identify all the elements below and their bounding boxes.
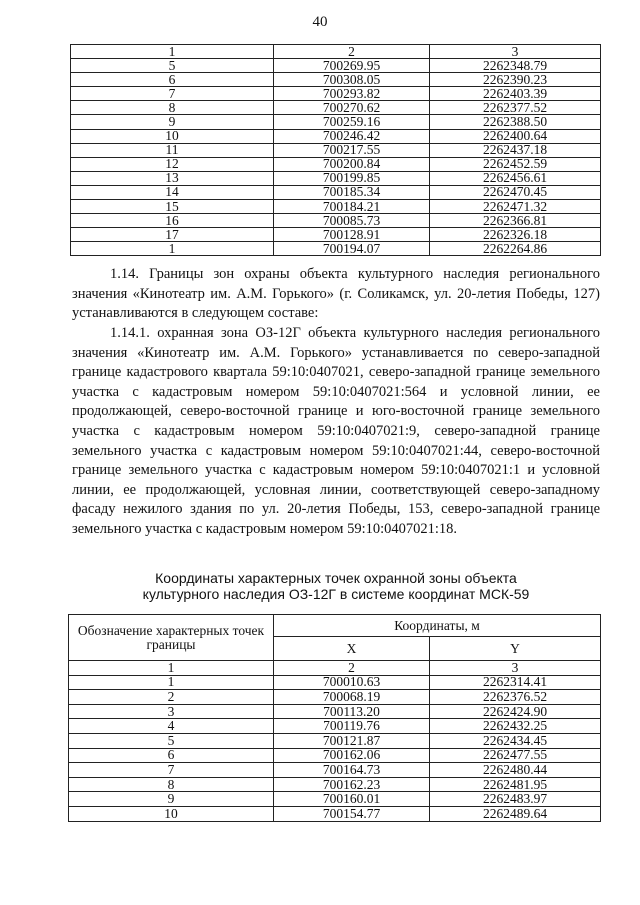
section-1-14-1-text: 1.14.1. охранная зона ОЗ-12Г объекта культурного наследия регионального значения «Кинотеатр им. А.М. Горького» устанавливается по северо-западной границе кадастрового квартала 59:10:0407021, северо-западной границе земельного участка с кадастровым номером 59:10:0407021:564 и условной линии, ее продолжающей, северо-восточной границе и юго-восточной границе земельного участка с кадастровым номером 59:10:0407021:9, северо-западной границе земельного участка с кадастровым номером 59:10:0407021:44, северо-восточной границе земельного участка с кадастровым номером 59:10:0407021:1 и условной линии, ее продолжающей, условная линии, соответствующей северо-западному фасаду нежилого здания по ул. 20-летия Победы, 153, северо-западной границе земельного участка с кадастровым номером 59:10:0407021:18. <box>72 325 600 537</box>
column-number-cell: 3 <box>430 45 601 59</box>
caption-line-2: культурного наследия ОЗ-12Г в системе координат МСК-59 <box>142 586 530 602</box>
y-coordinate-cell: 2262390.23 <box>430 73 601 87</box>
table-row <box>69 777 601 792</box>
protected-zone-table-body <box>69 615 601 822</box>
y-coordinate-cell: 2262452.59 <box>430 157 601 171</box>
y-coordinate-cell: 2262481.95 <box>430 777 601 792</box>
point-number-cell: 9 <box>69 792 274 807</box>
table-row <box>71 171 601 185</box>
x-coordinate-cell: 700160.01 <box>274 792 430 807</box>
column-number-cell: 1 <box>69 661 274 676</box>
table-row <box>71 115 601 129</box>
table-row <box>71 214 601 228</box>
table-row <box>71 143 601 157</box>
column-number-cell: 3 <box>430 661 601 676</box>
column-number-cell: 2 <box>274 45 430 59</box>
point-number-cell: 9 <box>71 115 274 129</box>
y-coordinate-cell: 2262377.52 <box>430 101 601 115</box>
x-coordinate-cell: 700194.07 <box>274 242 430 256</box>
table-row <box>69 733 601 748</box>
point-number-cell: 16 <box>71 214 274 228</box>
table-row <box>69 792 601 807</box>
x-coordinate-cell: 700200.84 <box>274 157 430 171</box>
x-coordinate-cell: 700246.42 <box>274 129 430 143</box>
protected-zone-coordinates-table <box>68 614 601 822</box>
point-number-cell: 6 <box>71 73 274 87</box>
header-y: Y <box>430 637 601 661</box>
table-row <box>69 675 601 690</box>
x-coordinate-cell: 700010.63 <box>274 675 430 690</box>
table-row <box>69 704 601 719</box>
y-coordinate-cell: 2262403.39 <box>430 87 601 101</box>
table-row <box>71 157 601 171</box>
point-number-cell: 5 <box>71 59 274 73</box>
y-coordinate-cell: 2262348.79 <box>430 59 601 73</box>
table-row <box>71 87 601 101</box>
table-row <box>69 806 601 821</box>
point-number-cell: 3 <box>69 704 274 719</box>
point-number-cell: 13 <box>71 171 274 185</box>
column-number-cell: 1 <box>71 45 274 59</box>
point-number-cell: 12 <box>71 157 274 171</box>
table-row <box>71 101 601 115</box>
coordinates-table-body <box>71 45 601 256</box>
y-coordinate-cell: 2262400.64 <box>430 129 601 143</box>
y-coordinate-cell: 2262434.45 <box>430 733 601 748</box>
y-coordinate-cell: 2262432.25 <box>430 719 601 734</box>
point-number-cell: 10 <box>69 806 274 821</box>
table-header-row <box>69 615 601 637</box>
x-coordinate-cell: 700162.23 <box>274 777 430 792</box>
x-coordinate-cell: 700269.95 <box>274 59 430 73</box>
x-coordinate-cell: 700121.87 <box>274 733 430 748</box>
x-coordinate-cell: 700113.20 <box>274 704 430 719</box>
point-number-cell: 7 <box>71 87 274 101</box>
column-number-cell: 2 <box>274 661 430 676</box>
x-coordinate-cell: 700068.19 <box>274 690 430 705</box>
page-number: 40 <box>312 14 328 30</box>
point-number-cell: 6 <box>69 748 274 763</box>
x-coordinate-cell: 700085.73 <box>274 214 430 228</box>
table-row <box>71 185 601 199</box>
table-row <box>69 763 601 778</box>
column-number-row <box>69 661 601 676</box>
point-number-cell: 15 <box>71 200 274 214</box>
table-row <box>71 200 601 214</box>
point-number-cell: 1 <box>69 675 274 690</box>
x-coordinate-cell: 700184.21 <box>274 200 430 214</box>
point-number-cell: 5 <box>69 733 274 748</box>
x-coordinate-cell: 700154.77 <box>274 806 430 821</box>
point-number-cell: 17 <box>71 228 274 242</box>
x-coordinate-cell: 700259.16 <box>274 115 430 129</box>
y-coordinate-cell: 2262470.45 <box>430 185 601 199</box>
table-row <box>71 242 601 256</box>
section-1-14-1 <box>72 324 600 540</box>
header-coordinates: Координаты, м <box>274 615 601 637</box>
point-number-cell: 7 <box>69 763 274 778</box>
y-coordinate-cell: 2262489.64 <box>430 806 601 821</box>
y-coordinate-cell: 2262477.55 <box>430 748 601 763</box>
x-coordinate-cell: 700164.73 <box>274 763 430 778</box>
y-coordinate-cell: 2262437.18 <box>430 143 601 157</box>
point-number-cell: 11 <box>71 143 274 157</box>
y-coordinate-cell: 2262314.41 <box>430 675 601 690</box>
point-number-cell: 4 <box>69 719 274 734</box>
y-coordinate-cell: 2262483.97 <box>430 792 601 807</box>
point-number-cell: 8 <box>69 777 274 792</box>
point-number-cell: 10 <box>71 129 274 143</box>
section-1-14 <box>72 265 600 324</box>
table-row <box>71 228 601 242</box>
y-coordinate-cell: 2262376.52 <box>430 690 601 705</box>
y-coordinate-cell: 2262264.86 <box>430 242 601 256</box>
table-row <box>71 73 601 87</box>
coordinates-table-continued <box>70 44 601 256</box>
x-coordinate-cell: 700217.55 <box>274 143 430 157</box>
caption-line-1: Координаты характерных точек охранной зоны объекта <box>155 570 517 586</box>
y-coordinate-cell: 2262326.18 <box>430 228 601 242</box>
table-row <box>71 59 601 73</box>
x-coordinate-cell: 700185.34 <box>274 185 430 199</box>
header-point-label: Обозначение характерных точек границы <box>69 615 274 661</box>
point-number-cell: 14 <box>71 185 274 199</box>
y-coordinate-cell: 2262388.50 <box>430 115 601 129</box>
section-1-14-text: 1.14. Границы зон охраны объекта культурного наследия регионального значения «Кинотеатр им. А.М. Горького» (г. Соликамск, ул. 20-летия Победы, 127) устанавливаются в следующем составе: <box>72 266 600 322</box>
x-coordinate-cell: 700119.76 <box>274 719 430 734</box>
point-number-cell: 2 <box>69 690 274 705</box>
y-coordinate-cell: 2262480.44 <box>430 763 601 778</box>
x-coordinate-cell: 700199.85 <box>274 171 430 185</box>
y-coordinate-cell: 2262456.61 <box>430 171 601 185</box>
table-row <box>69 719 601 734</box>
table-row <box>69 748 601 763</box>
y-coordinate-cell: 2262424.90 <box>430 704 601 719</box>
x-coordinate-cell: 700128.91 <box>274 228 430 242</box>
x-coordinate-cell: 700270.62 <box>274 101 430 115</box>
x-coordinate-cell: 700308.05 <box>274 73 430 87</box>
x-coordinate-cell: 700293.82 <box>274 87 430 101</box>
table-row <box>69 690 601 705</box>
table-caption <box>72 570 600 602</box>
y-coordinate-cell: 2262471.32 <box>430 200 601 214</box>
point-number-cell: 8 <box>71 101 274 115</box>
column-number-row <box>71 45 601 59</box>
header-x: X <box>274 637 430 661</box>
point-number-cell: 1 <box>71 242 274 256</box>
x-coordinate-cell: 700162.06 <box>274 748 430 763</box>
y-coordinate-cell: 2262366.81 <box>430 214 601 228</box>
table-row <box>71 129 601 143</box>
